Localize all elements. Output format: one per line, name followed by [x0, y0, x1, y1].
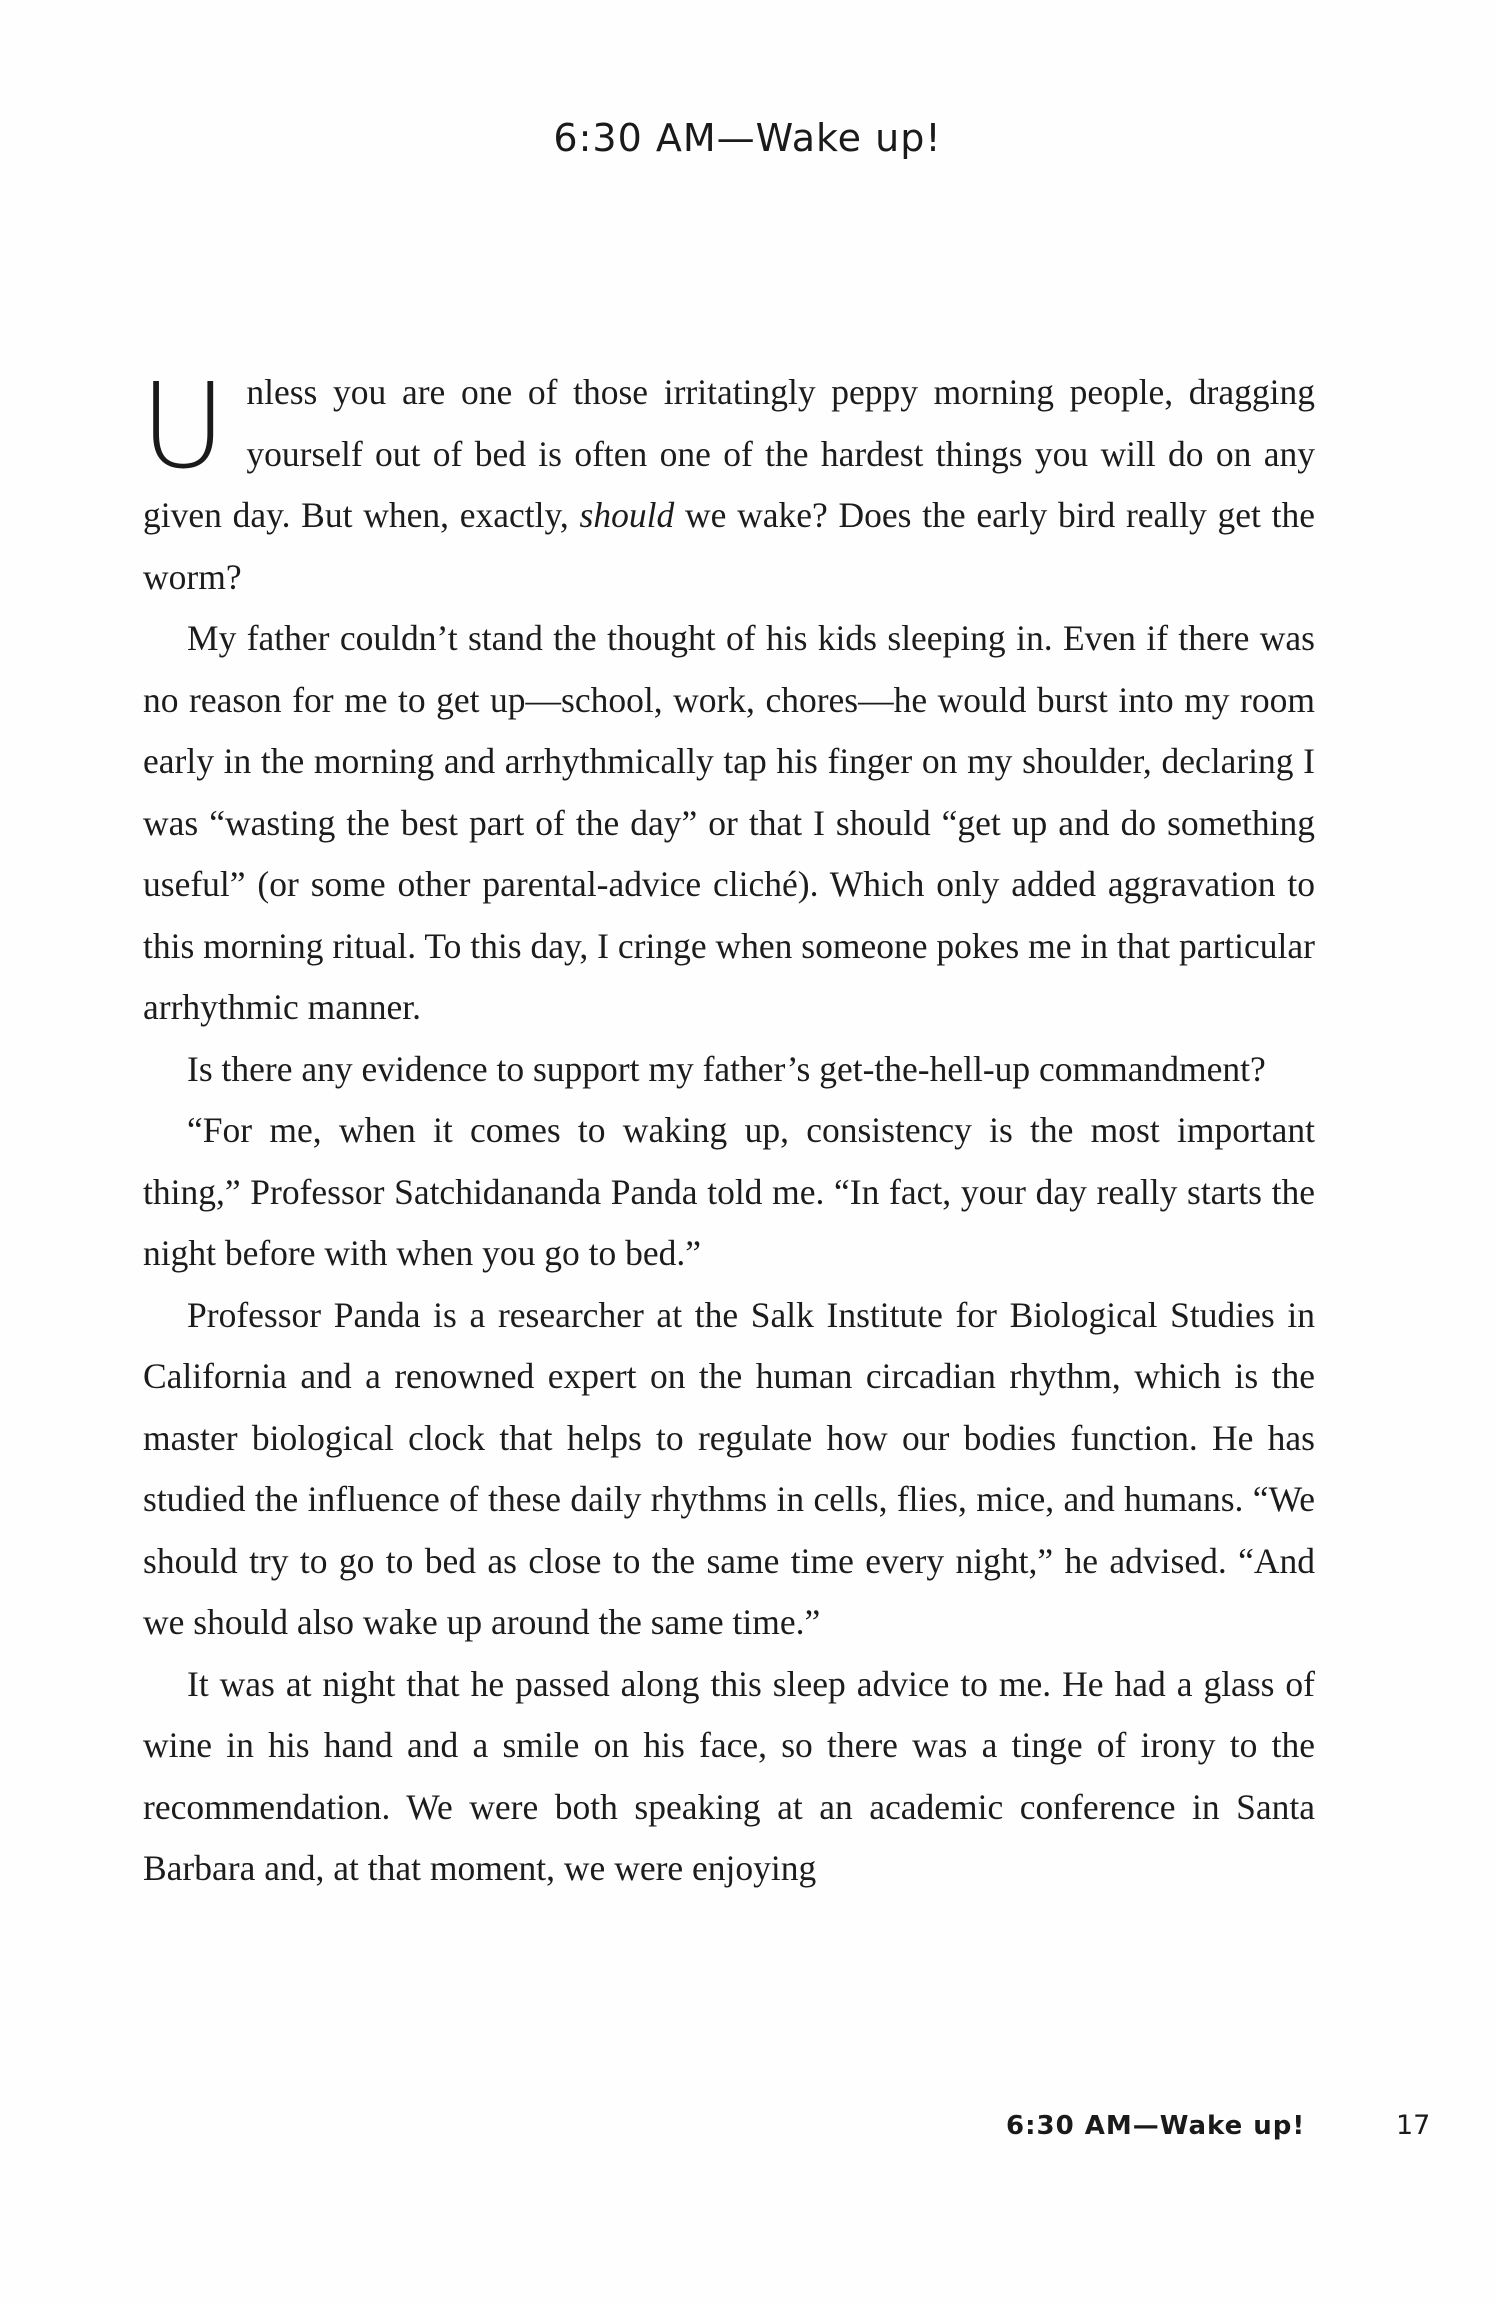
paragraph-6: It was at night that he passed along this sleep advice to me. He had a glass of wine in his hand and a smile on his face, so there was a tinge of irony to the recommendation. We were both speaking at an academic conference in Santa Barbara and, at that moment, we were enjoying	[143, 1663, 1315, 1888]
paragraph-1-text-b: we wake? Does the early bird really get the worm?	[143, 495, 1315, 597]
paragraph-3: Is there any evidence to support my father’s get-the-hell-up commandment?	[187, 1048, 1266, 1089]
paragraph-5: Professor Panda is a researcher at the Salk Institute for Biological Studies in California and a renowned expert on the human circadian rhythm, which is the master biological clock that helps to regulate how our bodies function. He has studied the influence of these daily rhythms in cells, flies, mice, and humans. “We should try to go to bed as close to the same time every night,” he advised. “And we should also wake up around the same time.”	[143, 1294, 1315, 1642]
emphasis-should: should	[579, 495, 675, 535]
paragraph-1-text-a: nless you are one of those irritatingly peppy morning people, dragging yourself out of bed is often one of the hardest things you will do on any given day. But when, exactly,	[143, 372, 1315, 535]
drop-cap: U	[140, 357, 227, 495]
body-text	[140, 357, 1315, 1900]
paragraph-1	[140, 357, 1315, 608]
page-number: 17	[1396, 2110, 1431, 2141]
running-head: 6:30 AM—Wake up!	[1006, 2111, 1306, 2141]
chapter-title: 6:30 AM—Wake up!	[553, 116, 942, 160]
paragraph-2: My father couldn’t stand the thought of his kids sleeping in. Even if there was no reason for me to get up—school, work, chores—he would burst into my room early in the morning and arrhythmically tap his finger on my shoulder, declaring I was “wasting the best part of the day” or that I should “get up and do something useful” (or some other parental-advice cliché). Which only added aggravation to this morning ritual. To this day, I cringe when someone pokes me in that particular arrhythmic manner.	[143, 618, 1315, 1027]
paragraph-4: “For me, when it comes to waking up, consistency is the most important thing,” Professor Satchidananda Panda told me. “In fact, your day really starts the night before with when you go to bed.”	[143, 1110, 1315, 1273]
